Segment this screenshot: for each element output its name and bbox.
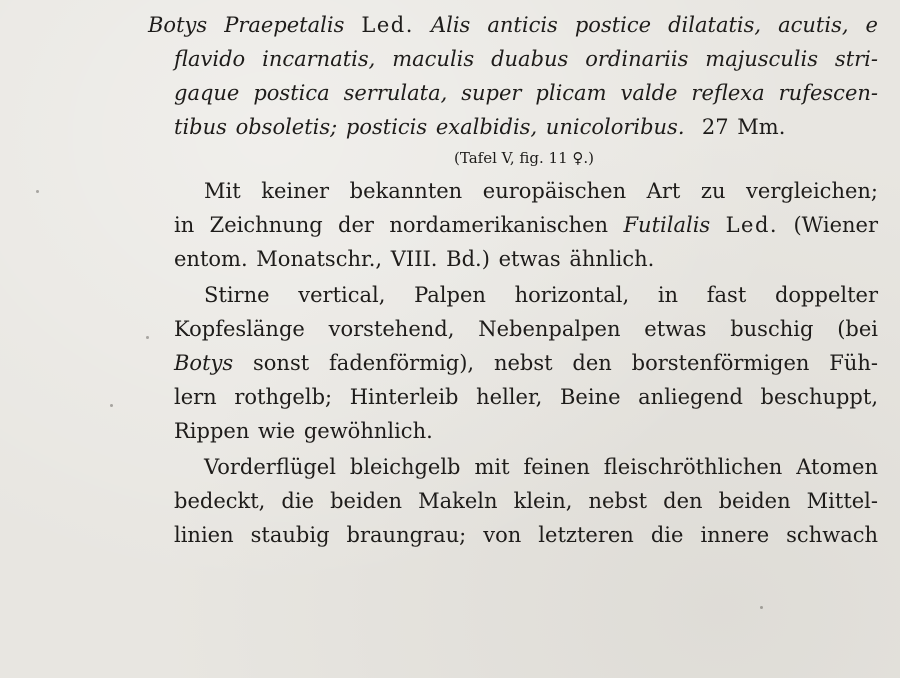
p1-line-2-d: (Wiener xyxy=(793,213,879,237)
diagnosis-line-3: gaque postica serrulata, super plicam valde reflexa rufescen- xyxy=(174,81,878,105)
p2-line-1: Stirne vertical, Palpen horizontal, in fast doppelter xyxy=(204,283,878,307)
paper-speck xyxy=(110,404,113,407)
plate-reference: (Tafel V, fig. 11 ♀.) xyxy=(454,149,594,167)
p1-line-2-species: Futilalis xyxy=(623,213,711,237)
species-author: Led. xyxy=(361,13,414,37)
p2-line-3-b: sonst fadenförmig), nebst den borstenförmigen Füh- xyxy=(253,351,878,375)
diagnosis-line-1: Alis anticis postice dilatatis, acutis, e xyxy=(430,13,878,37)
p2-line-3-genus: Botys xyxy=(174,351,234,375)
p1-line-2-a: in Zeichnung der nordamerikanischen xyxy=(174,213,609,237)
p3-line-2: bedeckt, die beiden Makeln klein, nebst den beiden Mittel- xyxy=(174,489,878,513)
wingspan-size: 27 Mm. xyxy=(701,115,786,139)
diagnosis-line-4-text: tibus obsoletis; posticis exalbidis, unicoloribus. xyxy=(174,115,685,139)
diagnosis-line-4 xyxy=(148,110,878,144)
diagnosis-line-2: flavido incarnatis, maculis duabus ordinariis majusculis stri- xyxy=(174,47,878,71)
p1-line-1: Mit keiner bekannten europäischen Art zu vergleichen; xyxy=(204,179,878,203)
p2-line-3 xyxy=(148,346,878,380)
paper-speck xyxy=(146,336,149,339)
p2-line-4: lern rothgelb; Hinterleib heller, Beine anliegend beschuppt, xyxy=(174,385,878,409)
species-heading-line xyxy=(148,8,878,42)
paper-speck xyxy=(760,606,763,609)
p1-line-3: entom. Monatschr., VIII. Bd.) etwas ähnlich. xyxy=(174,247,655,271)
p2-line-2: Kopfeslänge vorstehend, Nebenpalpen etwas buschig (bei xyxy=(174,317,878,341)
p1-line-2-author: Led. xyxy=(725,213,779,237)
text-block xyxy=(148,8,878,552)
p3-line-3: linien staubig braungrau; von letzteren die innere schwach xyxy=(174,523,878,547)
p1-line-2 xyxy=(148,208,878,242)
p2-line-5: Rippen wie gewöhnlich. xyxy=(174,419,433,443)
species-name: Botys Praepetalis xyxy=(148,13,345,37)
paper-speck xyxy=(36,190,39,193)
p3-line-1: Vorderflügel bleichgelb mit feinen fleischröthlichen Atomen xyxy=(204,455,878,479)
